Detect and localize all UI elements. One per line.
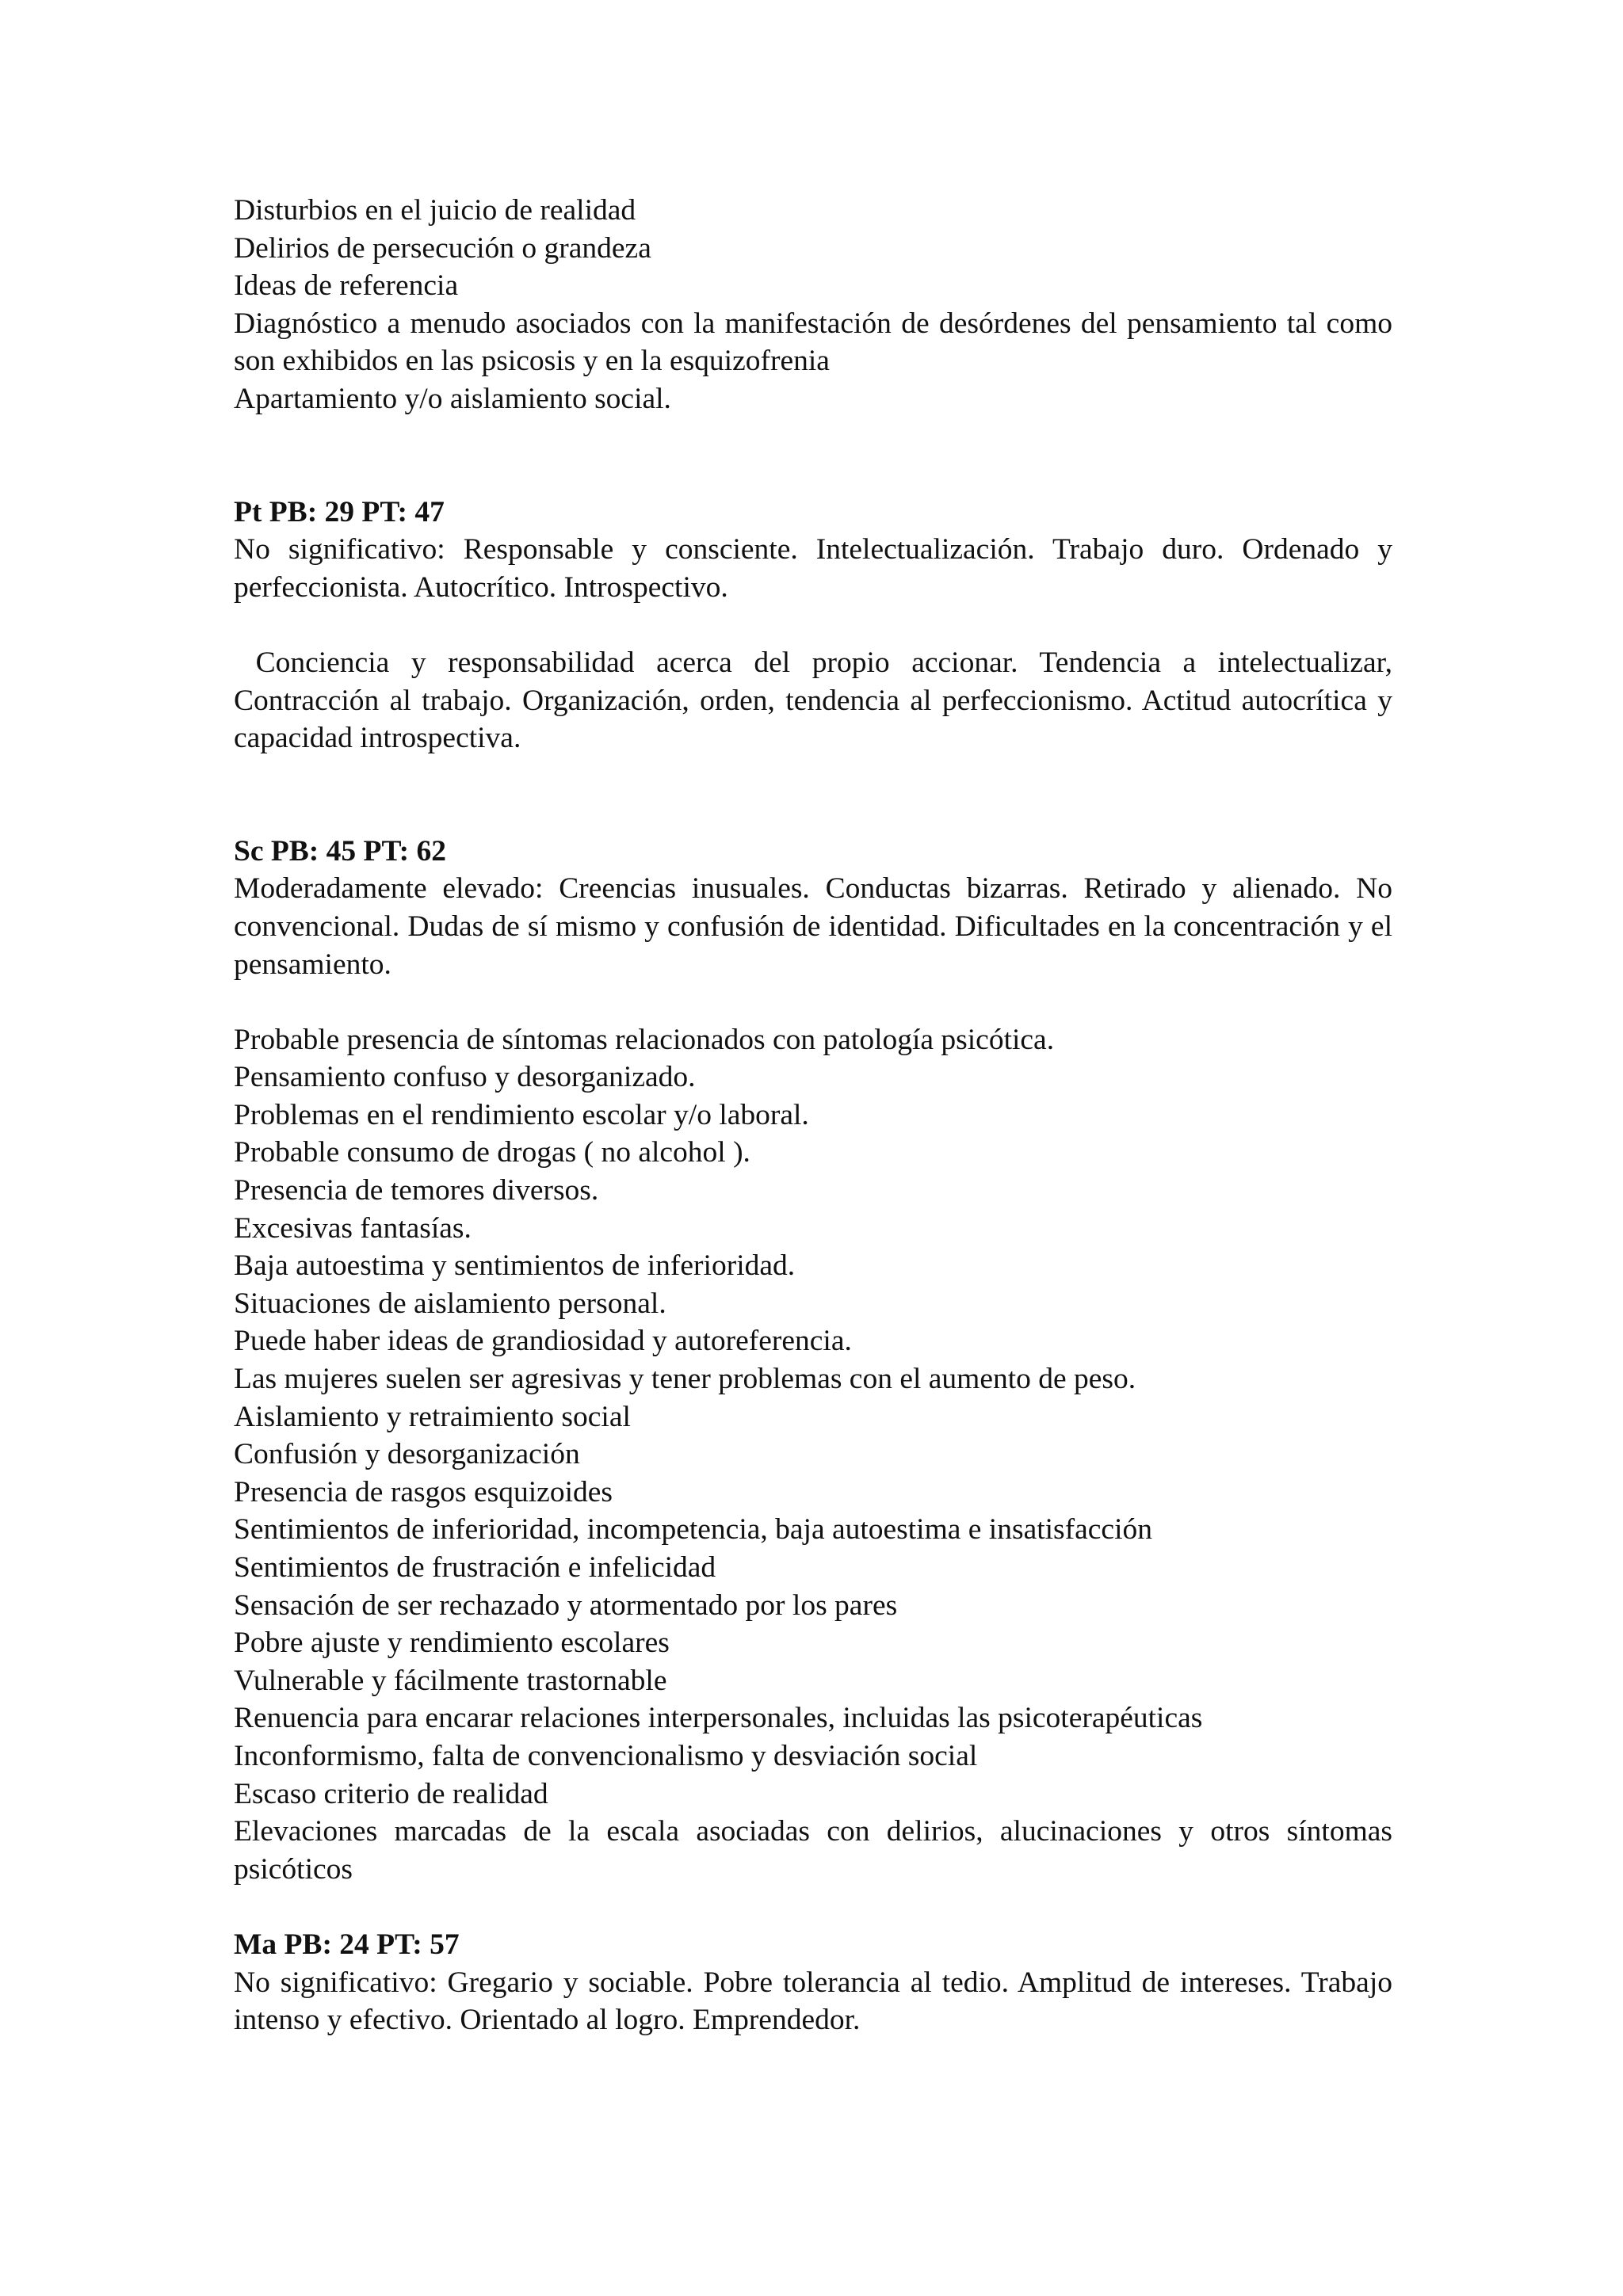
paragraph: Diagnóstico a menudo asociados con la manifestación de desórdenes del pensamiento tal como son exhibidos en las psicosis y en la esquizofrenia bbox=[234, 307, 1392, 378]
section-heading-sc: Sc PB: 45 PT: 62 bbox=[234, 834, 447, 868]
list-item: Probable presencia de síntomas relacionados con patología psicótica. bbox=[234, 1023, 1055, 1056]
list-item: Baja autoestima y sentimientos de inferioridad. bbox=[234, 1249, 796, 1283]
list-item: Excesivas fantasías. bbox=[234, 1211, 472, 1245]
list-item: Puede haber ideas de grandiosidad y autoreferencia. bbox=[234, 1325, 852, 1358]
list-item: Renuencia para encarar relaciones interpersonales, incluidas las psicoterapéuticas bbox=[234, 1702, 1203, 1735]
section-heading-pt: Pt PB: 29 PT: 47 bbox=[234, 495, 445, 528]
spacer bbox=[234, 418, 1392, 494]
text-line: Delirios de persecución o grandeza bbox=[234, 231, 651, 265]
paragraph: Moderadamente elevado: Creencias inusuales. Conductas bizarras. Retirado y alienado. No convencional. Dudas de sí mismo y confusión de identidad. Dificultades en la concentración y el pensamiento. bbox=[234, 872, 1392, 981]
list-item: Inconformismo, falta de convencionalismo y desviación social bbox=[234, 1739, 978, 1772]
list-item: Sensación de ser rechazado y atormentado por los pares bbox=[234, 1589, 898, 1622]
list-item: Probable consumo de drogas ( no alcohol ). bbox=[234, 1136, 750, 1169]
paragraph: No significativo: Gregario y sociable. Pobre tolerancia al tedio. Amplitud de intereses. Trabajo intenso y efectivo. Orientado al logro. Emprendedor. bbox=[234, 1966, 1392, 2037]
document-page bbox=[234, 192, 1400, 2039]
list-item: Pensamiento confuso y desorganizado. bbox=[234, 1061, 696, 1094]
list-item: Sentimientos de inferioridad, incompetencia, baja autoestima e insatisfacción bbox=[234, 1513, 1152, 1547]
list-item: Sentimientos de frustración e infelicidad bbox=[234, 1551, 716, 1584]
paragraph: No significativo: Responsable y consciente. Intelectualización. Trabajo duro. Ordenado y perfeccionista. Autocrítico. Introspectivo. bbox=[234, 533, 1392, 604]
spacer bbox=[234, 983, 1392, 1021]
spacer bbox=[234, 757, 1392, 833]
list-item: Presencia de rasgos esquizoides bbox=[234, 1475, 613, 1508]
paragraph: Elevaciones marcadas de la escala asociadas con delirios, alucinaciones y otros síntomas psicóticos bbox=[234, 1815, 1392, 1886]
list-item: Escaso criterio de realidad bbox=[234, 1777, 548, 1810]
spacer bbox=[234, 1888, 1392, 1926]
list-item: Aislamiento y retraimiento social bbox=[234, 1400, 631, 1433]
list-item: Vulnerable y fácilmente trastornable bbox=[234, 1664, 667, 1697]
list-item: Confusión y desorganización bbox=[234, 1438, 580, 1471]
text-line: Ideas de referencia bbox=[234, 269, 459, 303]
text-line: Disturbios en el juicio de realidad bbox=[234, 194, 636, 227]
list-item: Situaciones de aislamiento personal. bbox=[234, 1287, 666, 1320]
list-item: Pobre ajuste y rendimiento escolares bbox=[234, 1627, 670, 1660]
spacer bbox=[234, 606, 1392, 644]
paragraph: Conciencia y responsabilidad acerca del propio accionar. Tendencia a intelectualizar, Contracción al trabajo. Organización, orden, tendencia al perfeccionismo. Actitud autocrítica y capacidad introspectiva. bbox=[234, 646, 1400, 755]
list-item: Las mujeres suelen ser agresivas y tener problemas con el aumento de peso. bbox=[234, 1363, 1136, 1396]
list-item: Presencia de temores diversos. bbox=[234, 1174, 599, 1207]
list-item: Problemas en el rendimiento escolar y/o laboral. bbox=[234, 1098, 809, 1131]
text-line: Apartamiento y/o aislamiento social. bbox=[234, 382, 671, 415]
section-heading-ma: Ma PB: 24 PT: 57 bbox=[234, 1928, 460, 1961]
